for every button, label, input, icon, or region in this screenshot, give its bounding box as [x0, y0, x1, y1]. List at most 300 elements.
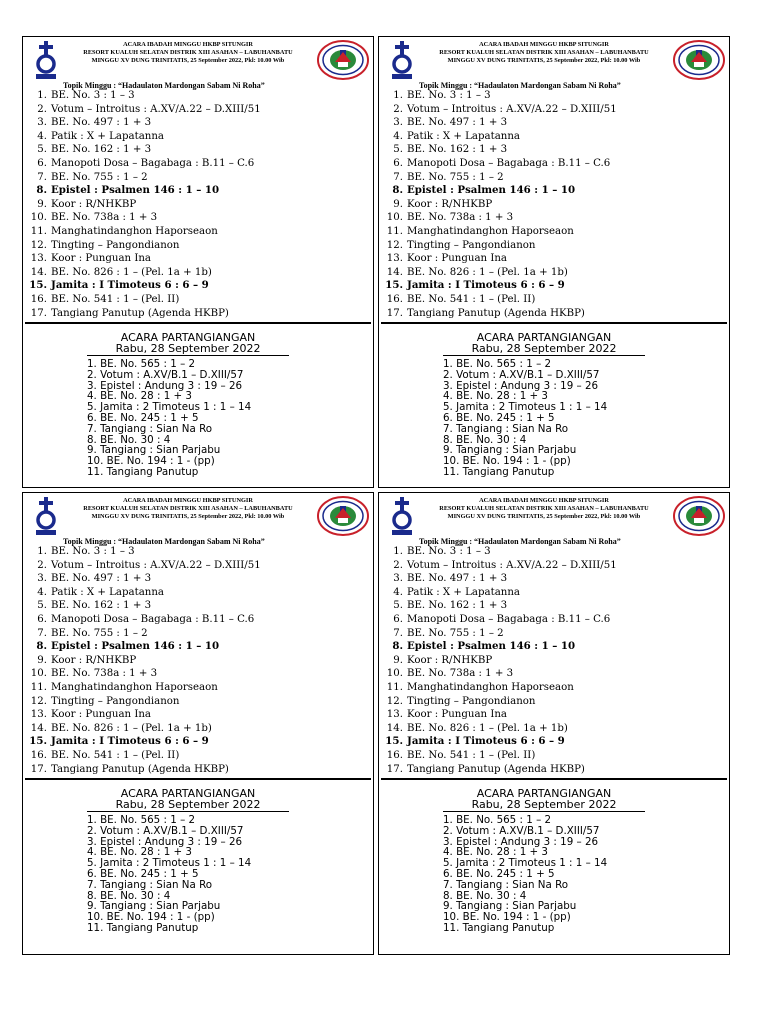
- worship-item-text: Tangiang Panutup (Agenda HKBP): [51, 763, 229, 775]
- partangiangan-item: 1. BE. No. 565 : 1 – 2: [87, 358, 196, 371]
- church-seal-logo-icon: [673, 496, 725, 536]
- worship-item-number: 5.: [37, 144, 47, 156]
- worship-item-text: BE. No. 755 : 1 – 2: [51, 627, 148, 639]
- header-line-3: MINGGU XV DUNG TRINITATIS, 25 September 2022, Pkl: 10.00 Wib: [447, 513, 641, 521]
- header-line-3: MINGGU XV DUNG TRINITATIS, 25 September 2022, Pkl: 10.00 Wib: [447, 57, 641, 65]
- header-line-2: RESORT KUALUH SELATAN DISTRIK XIII ASAHAN – LABUHANBATU: [439, 505, 649, 513]
- worship-item-text: Jamita : I Timoteus 6 : 6 – 9: [51, 735, 209, 748]
- worship-item: [386, 722, 729, 736]
- partangiangan-item: 6. BE. No. 245 : 1 + 5: [87, 412, 199, 425]
- topic-minggu: Topik Minggu : “Hadaulaton Mardongan Sabam Ni Roha”: [63, 537, 265, 546]
- worship-item-text: BE. No. 755 : 1 – 2: [51, 171, 148, 183]
- worship-item-text: Patik : X + Lapatanna: [407, 130, 520, 142]
- worship-item-text: BE. No. 826 : 1 – (Pel. 1a + 1b): [51, 266, 212, 278]
- partangiangan-item: 7. Tangiang : Sian Na Ro: [443, 878, 569, 891]
- worship-item-number: 11.: [386, 681, 403, 693]
- worship-item: [393, 89, 729, 103]
- partangiangan-item: 4. BE. No. 28 : 1 + 3: [443, 390, 548, 403]
- partangiangan-item: 9. Tangiang : Sian Parjabu: [87, 444, 221, 457]
- worship-item-text: BE. No. 3 : 1 – 3: [407, 90, 491, 101]
- worship-item: [37, 198, 373, 212]
- partangiangan-item: 5. Jamita : 2 Timoteus 1 : 1 – 14: [443, 401, 608, 414]
- worship-item: [393, 130, 729, 144]
- header-lines: [61, 41, 315, 66]
- worship-item: [37, 545, 373, 559]
- partangiangan-item: 8. BE. No. 30 : 4: [87, 433, 171, 446]
- worship-item-number: 10.: [30, 668, 47, 680]
- header-lines: [417, 41, 671, 66]
- worship-item: [386, 293, 729, 307]
- worship-item-number: 1.: [393, 546, 403, 557]
- worship-item-number: 8.: [36, 184, 47, 197]
- worship-item-number: 17.: [386, 763, 403, 775]
- worship-item-text: Manghatindanghon Haporseaon: [51, 225, 218, 237]
- worship-item-text: Manopoti Dosa – Bagabaga : B.11 – C.6: [51, 613, 255, 625]
- worship-item-number: 3.: [393, 117, 403, 129]
- partangiangan-item: 3. Epistel : Andung 3 : 19 – 26: [443, 379, 599, 392]
- worship-item-number: 15.: [29, 735, 47, 748]
- partangiangan-item: 4. BE. No. 28 : 1 + 3: [87, 846, 192, 859]
- worship-item: [386, 225, 729, 239]
- worship-item: [37, 130, 373, 144]
- worship-item-text: BE. No. 541 : 1 – (Pel. II): [407, 293, 536, 305]
- worship-item-text: BE. No. 826 : 1 – (Pel. 1a + 1b): [407, 266, 568, 278]
- worship-item-number: 4.: [37, 586, 47, 598]
- worship-item: [30, 667, 373, 681]
- partangiangan-item: 8. BE. No. 30 : 4: [443, 889, 527, 902]
- header-line-1: ACARA IBADAH MINGGU HKBP SITUNGIR: [479, 41, 609, 48]
- worship-item: [30, 225, 373, 239]
- worship-item-text: BE. No. 738a : 1 + 3: [407, 212, 514, 224]
- worship-item-text: Tangiang Panutup (Agenda HKBP): [51, 307, 229, 319]
- partangiangan-list: [87, 815, 373, 934]
- worship-item-text: Votum – Introitus : A.XV/A.22 – D.XIII/51: [51, 559, 261, 571]
- worship-item: [37, 89, 373, 103]
- worship-item-number: 13.: [386, 253, 403, 265]
- header-line-3: MINGGU XV DUNG TRINITATIS, 25 September 2022, Pkl: 10.00 Wib: [91, 513, 285, 521]
- partangiangan-title: ACARA PARTANGIANGAN: [120, 787, 256, 801]
- partangiangan-item: 2. Votum : A.XV/B.1 – D.XIII/57: [443, 824, 600, 837]
- partangiangan-item: 10. BE. No. 194 : 1 - (pp): [87, 455, 215, 468]
- partangiangan-item: 6. BE. No. 245 : 1 + 5: [87, 868, 199, 881]
- worship-item-text: BE. No. 738a : 1 + 3: [51, 212, 158, 224]
- partangiangan-item: 5. Jamita : 2 Timoteus 1 : 1 – 14: [443, 857, 608, 870]
- worship-item-number: 17.: [30, 307, 47, 319]
- worship-item-number: 2.: [393, 103, 403, 115]
- worship-item: [386, 749, 729, 763]
- worship-item: [36, 184, 373, 198]
- worship-item-text: Koor : R/NHKBP: [51, 198, 137, 210]
- worship-item: [385, 279, 729, 293]
- partangiangan-item: 1. BE. No. 565 : 1 – 2: [87, 814, 196, 827]
- worship-item: [392, 184, 729, 198]
- worship-item: [37, 559, 373, 573]
- worship-item: [393, 116, 729, 130]
- worship-item-text: Tingting – Pangondianon: [51, 695, 180, 707]
- bulletin-header: [23, 37, 373, 89]
- worship-item-text: Patik : X + Lapatanna: [51, 586, 164, 598]
- worship-item-number: 11.: [386, 225, 403, 237]
- worship-item-text: BE. No. 3 : 1 – 3: [51, 90, 135, 101]
- worship-item-number: 10.: [386, 668, 403, 680]
- partangiangan-title: ACARA PARTANGIANGAN: [120, 331, 256, 345]
- worship-item: [29, 279, 373, 293]
- bulletin-header: [379, 493, 729, 545]
- worship-item-text: Manopoti Dosa – Bagabaga : B.11 – C.6: [407, 613, 611, 625]
- topic-minggu: Topik Minggu : “Hadaulaton Mardongan Sabam Ni Roha”: [63, 81, 265, 90]
- partangiangan-item: 11. Tangiang Panutup: [443, 922, 555, 935]
- header-line-1: ACARA IBADAH MINGGU HKBP SITUNGIR: [479, 497, 609, 504]
- worship-item: [393, 157, 729, 171]
- worship-item-text: Manghatindanghon Haporseaon: [51, 681, 218, 693]
- worship-item-number: 13.: [386, 709, 403, 721]
- worship-item: [393, 198, 729, 212]
- worship-item-text: Tingting – Pangondianon: [407, 239, 536, 251]
- worship-item: [30, 266, 373, 280]
- worship-item: [37, 143, 373, 157]
- hkbp-cross-logo-icon: [389, 496, 415, 536]
- worship-item: [386, 667, 729, 681]
- worship-item: [37, 627, 373, 641]
- worship-item-text: BE. No. 738a : 1 + 3: [51, 668, 158, 680]
- worship-item-number: 15.: [29, 279, 47, 292]
- worship-item-number: 15.: [385, 735, 403, 748]
- worship-item-number: 9.: [37, 654, 47, 666]
- worship-item-text: Jamita : I Timoteus 6 : 6 – 9: [51, 279, 209, 292]
- worship-item-number: 14.: [30, 266, 47, 278]
- worship-item-number: 12.: [30, 239, 47, 251]
- worship-item-text: Manopoti Dosa – Bagabaga : B.11 – C.6: [51, 157, 255, 169]
- worship-item-number: 14.: [386, 266, 403, 278]
- worship-item-text: Tingting – Pangondianon: [51, 239, 180, 251]
- topic-minggu: Topik Minggu : “Hadaulaton Mardongan Sabam Ni Roha”: [419, 537, 621, 546]
- worship-item-text: Tangiang Panutup (Agenda HKBP): [407, 763, 585, 775]
- worship-item-number: 1.: [37, 90, 47, 101]
- worship-item-number: 6.: [37, 613, 47, 625]
- worship-item-text: BE. No. 3 : 1 – 3: [407, 546, 491, 557]
- partangiangan-item: 7. Tangiang : Sian Na Ro: [87, 878, 213, 891]
- worship-item-number: 2.: [37, 103, 47, 115]
- partangiangan-item: 10. BE. No. 194 : 1 - (pp): [443, 911, 571, 924]
- partangiangan-item: 7. Tangiang : Sian Na Ro: [87, 422, 213, 435]
- worship-item-number: 8.: [392, 184, 403, 197]
- worship-item: [37, 572, 373, 586]
- worship-item-text: Koor : R/NHKBP: [51, 654, 137, 666]
- partangiangan-item: 8. BE. No. 30 : 4: [87, 889, 171, 902]
- partangiangan-list: [443, 359, 729, 478]
- hkbp-cross-logo-icon: [33, 40, 59, 80]
- worship-item-text: Koor : R/NHKBP: [407, 654, 493, 666]
- partangiangan-item: 9. Tangiang : Sian Parjabu: [443, 900, 577, 913]
- partangiangan-item: 2. Votum : A.XV/B.1 – D.XIII/57: [443, 368, 600, 381]
- topic-minggu: Topik Minggu : “Hadaulaton Mardongan Sabam Ni Roha”: [419, 81, 621, 90]
- partangiangan-item: 9. Tangiang : Sian Parjabu: [443, 444, 577, 457]
- worship-item: [37, 171, 373, 185]
- partangiangan-title: ACARA PARTANGIANGAN: [476, 787, 612, 801]
- worship-item-text: BE. No. 3 : 1 – 3: [51, 546, 135, 557]
- partangiangan-item: 6. BE. No. 245 : 1 + 5: [443, 868, 555, 881]
- partangiangan-date: Rabu, 28 September 2022: [443, 343, 645, 356]
- worship-item-text: Manghatindanghon Haporseaon: [407, 225, 574, 237]
- worship-item: [30, 708, 373, 722]
- worship-item: [386, 211, 729, 225]
- partangiangan-item: 2. Votum : A.XV/B.1 – D.XIII/57: [87, 368, 244, 381]
- worship-item-text: BE. No. 541 : 1 – (Pel. II): [51, 749, 180, 761]
- bulletin-card: [22, 36, 374, 488]
- worship-item-number: 8.: [392, 640, 403, 653]
- worship-item-text: BE. No. 826 : 1 – (Pel. 1a + 1b): [407, 722, 568, 734]
- worship-item: [386, 708, 729, 722]
- worship-item-number: 8.: [36, 640, 47, 653]
- worship-item-number: 6.: [393, 613, 403, 625]
- worship-item-number: 16.: [386, 749, 403, 761]
- worship-order-list: [23, 89, 373, 320]
- partangiangan-item: 5. Jamita : 2 Timoteus 1 : 1 – 14: [87, 857, 252, 870]
- bulletin-card: [22, 492, 374, 955]
- worship-item-number: 5.: [393, 600, 403, 612]
- worship-item-text: BE. No. 541 : 1 – (Pel. II): [407, 749, 536, 761]
- worship-item-text: BE. No. 826 : 1 – (Pel. 1a + 1b): [51, 722, 212, 734]
- worship-item-number: 14.: [30, 722, 47, 734]
- header-line-3: MINGGU XV DUNG TRINITATIS, 25 September 2022, Pkl: 10.00 Wib: [91, 57, 285, 65]
- worship-item: [30, 239, 373, 253]
- worship-item: [30, 211, 373, 225]
- worship-item: [393, 545, 729, 559]
- worship-item: [37, 654, 373, 668]
- header-lines: [417, 497, 671, 522]
- worship-item-text: Epistel : Psalmen 146 : 1 – 10: [51, 640, 220, 653]
- partangiangan-item: 3. Epistel : Andung 3 : 19 – 26: [87, 379, 243, 392]
- partangiangan-item: 1. BE. No. 565 : 1 – 2: [443, 358, 552, 371]
- worship-item-number: 7.: [393, 627, 403, 639]
- header-line-2: RESORT KUALUH SELATAN DISTRIK XIII ASAHAN – LABUHANBATU: [439, 49, 649, 57]
- partangiangan-item: 11. Tangiang Panutup: [443, 466, 555, 479]
- worship-item-number: 7.: [37, 171, 47, 183]
- worship-item: [30, 722, 373, 736]
- worship-item: [393, 171, 729, 185]
- partangiangan-date: Rabu, 28 September 2022: [87, 799, 289, 812]
- partangiangan-item: 3. Epistel : Andung 3 : 19 – 26: [443, 835, 599, 848]
- worship-item-text: Tingting – Pangondianon: [407, 695, 536, 707]
- worship-item: [30, 681, 373, 695]
- header-line-1: ACARA IBADAH MINGGU HKBP SITUNGIR: [123, 497, 253, 504]
- worship-item: [386, 307, 729, 321]
- worship-item-number: 11.: [30, 681, 47, 693]
- worship-item-text: BE. No. 755 : 1 – 2: [407, 627, 504, 639]
- partangiangan-heading: [443, 780, 645, 812]
- partangiangan-item: 6. BE. No. 245 : 1 + 5: [443, 412, 555, 425]
- worship-item: [386, 681, 729, 695]
- partangiangan-item: 9. Tangiang : Sian Parjabu: [87, 900, 221, 913]
- worship-item-text: Votum – Introitus : A.XV/A.22 – D.XIII/51: [407, 559, 617, 571]
- hkbp-cross-logo-icon: [389, 40, 415, 80]
- partangiangan-heading: [443, 324, 645, 356]
- worship-item: [37, 103, 373, 117]
- worship-item-number: 3.: [37, 573, 47, 585]
- worship-item-number: 14.: [386, 722, 403, 734]
- partangiangan-title: ACARA PARTANGIANGAN: [476, 331, 612, 345]
- worship-item-text: Epistel : Psalmen 146 : 1 – 10: [407, 640, 576, 653]
- worship-item: [393, 599, 729, 613]
- worship-item-number: 10.: [386, 212, 403, 224]
- worship-item-text: Koor : R/NHKBP: [407, 198, 493, 210]
- partangiangan-item: 2. Votum : A.XV/B.1 – D.XIII/57: [87, 824, 244, 837]
- partangiangan-item: 11. Tangiang Panutup: [87, 466, 199, 479]
- worship-item-number: 15.: [385, 279, 403, 292]
- header-line-2: RESORT KUALUH SELATAN DISTRIK XIII ASAHAN – LABUHANBATU: [83, 49, 293, 57]
- header-line-2: RESORT KUALUH SELATAN DISTRIK XIII ASAHAN – LABUHANBATU: [83, 505, 293, 513]
- worship-item-text: BE. No. 497 : 1 + 3: [407, 117, 508, 129]
- bulletin-card: [378, 36, 730, 488]
- worship-item: [30, 763, 373, 777]
- worship-item-text: Koor : Punguan Ina: [51, 709, 151, 721]
- worship-item-number: 7.: [37, 627, 47, 639]
- worship-item-text: Jamita : I Timoteus 6 : 6 – 9: [407, 279, 565, 292]
- worship-item-number: 7.: [393, 171, 403, 183]
- worship-item: [30, 307, 373, 321]
- worship-item-number: 4.: [393, 586, 403, 598]
- worship-item-text: BE. No. 162 : 1 + 3: [51, 144, 152, 156]
- worship-item-number: 9.: [393, 654, 403, 666]
- worship-item-number: 17.: [386, 307, 403, 319]
- worship-item-number: 6.: [37, 157, 47, 169]
- worship-item-number: 4.: [37, 130, 47, 142]
- partangiangan-heading: [87, 324, 289, 356]
- worship-item-number: 5.: [393, 144, 403, 156]
- worship-order-list: [379, 89, 729, 320]
- partangiangan-item: 5. Jamita : 2 Timoteus 1 : 1 – 14: [87, 401, 252, 414]
- partangiangan-date: Rabu, 28 September 2022: [443, 799, 645, 812]
- partangiangan-item: 1. BE. No. 565 : 1 – 2: [443, 814, 552, 827]
- worship-item-text: BE. No. 755 : 1 – 2: [407, 171, 504, 183]
- worship-item-text: BE. No. 497 : 1 + 3: [51, 117, 152, 129]
- partangiangan-item: 10. BE. No. 194 : 1 - (pp): [443, 455, 571, 468]
- worship-item-number: 11.: [30, 225, 47, 237]
- worship-item-text: Votum – Introitus : A.XV/A.22 – D.XIII/51: [407, 103, 617, 115]
- worship-item-number: 4.: [393, 130, 403, 142]
- worship-item-number: 17.: [30, 763, 47, 775]
- worship-item-number: 12.: [386, 239, 403, 251]
- worship-item-text: Manghatindanghon Haporseaon: [407, 681, 574, 693]
- worship-item: [37, 116, 373, 130]
- worship-item-text: Patik : X + Lapatanna: [51, 130, 164, 142]
- church-seal-logo-icon: [317, 40, 369, 80]
- partangiangan-item: 7. Tangiang : Sian Na Ro: [443, 422, 569, 435]
- worship-item-number: 10.: [30, 212, 47, 224]
- worship-item-number: 6.: [393, 157, 403, 169]
- worship-item: [385, 735, 729, 749]
- worship-item: [386, 252, 729, 266]
- worship-item-text: Koor : Punguan Ina: [407, 253, 507, 265]
- worship-item: [393, 559, 729, 573]
- worship-item-number: 2.: [393, 559, 403, 571]
- worship-item: [393, 572, 729, 586]
- worship-item-text: BE. No. 497 : 1 + 3: [51, 573, 152, 585]
- worship-item: [29, 735, 373, 749]
- church-seal-logo-icon: [673, 40, 725, 80]
- worship-item: [30, 252, 373, 266]
- hkbp-cross-logo-icon: [33, 496, 59, 536]
- worship-order-list: [23, 545, 373, 776]
- worship-item-text: Epistel : Psalmen 146 : 1 – 10: [407, 184, 576, 197]
- bulletin-header: [379, 37, 729, 89]
- worship-item: [37, 586, 373, 600]
- partangiangan-item: 4. BE. No. 28 : 1 + 3: [443, 846, 548, 859]
- worship-item: [30, 749, 373, 763]
- worship-item-text: BE. No. 738a : 1 + 3: [407, 668, 514, 680]
- worship-item-number: 3.: [37, 117, 47, 129]
- worship-item-number: 13.: [30, 253, 47, 265]
- worship-item: [37, 157, 373, 171]
- worship-item-number: 13.: [30, 709, 47, 721]
- worship-item: [386, 266, 729, 280]
- worship-item: [386, 763, 729, 777]
- partangiangan-heading: [87, 780, 289, 812]
- bulletin-card: [378, 492, 730, 955]
- worship-item-text: Votum – Introitus : A.XV/A.22 – D.XIII/51: [51, 103, 261, 115]
- worship-item-text: Manopoti Dosa – Bagabaga : B.11 – C.6: [407, 157, 611, 169]
- header-lines: [61, 497, 315, 522]
- worship-item-number: 16.: [386, 293, 403, 305]
- worship-item-text: Jamita : I Timoteus 6 : 6 – 9: [407, 735, 565, 748]
- partangiangan-item: 10. BE. No. 194 : 1 - (pp): [87, 911, 215, 924]
- worship-item: [37, 613, 373, 627]
- worship-item: [37, 599, 373, 613]
- partangiangan-item: 11. Tangiang Panutup: [87, 922, 199, 935]
- worship-item-number: 5.: [37, 600, 47, 612]
- worship-item-text: Koor : Punguan Ina: [407, 709, 507, 721]
- worship-item-text: Tangiang Panutup (Agenda HKBP): [407, 307, 585, 319]
- worship-item: [30, 695, 373, 709]
- worship-item-number: 12.: [30, 695, 47, 707]
- worship-item-text: BE. No. 541 : 1 – (Pel. II): [51, 293, 180, 305]
- worship-item-text: Epistel : Psalmen 146 : 1 – 10: [51, 184, 220, 197]
- partangiangan-item: 3. Epistel : Andung 3 : 19 – 26: [87, 835, 243, 848]
- worship-item-text: Patik : X + Lapatanna: [407, 586, 520, 598]
- partangiangan-list: [443, 815, 729, 934]
- worship-item-number: 9.: [393, 198, 403, 210]
- worship-item-text: Koor : Punguan Ina: [51, 253, 151, 265]
- worship-item-text: BE. No. 162 : 1 + 3: [51, 600, 152, 612]
- header-line-1: ACARA IBADAH MINGGU HKBP SITUNGIR: [123, 41, 253, 48]
- church-seal-logo-icon: [317, 496, 369, 536]
- bulletin-header: [23, 493, 373, 545]
- worship-item: [30, 293, 373, 307]
- worship-item-number: 2.: [37, 559, 47, 571]
- worship-item: [392, 640, 729, 654]
- worship-item: [386, 695, 729, 709]
- worship-item: [36, 640, 373, 654]
- worship-item: [393, 627, 729, 641]
- worship-item: [393, 143, 729, 157]
- worship-item-number: 1.: [37, 546, 47, 557]
- partangiangan-item: 8. BE. No. 30 : 4: [443, 433, 527, 446]
- partangiangan-date: Rabu, 28 September 2022: [87, 343, 289, 356]
- worship-item-number: 16.: [30, 293, 47, 305]
- worship-item-text: BE. No. 162 : 1 + 3: [407, 600, 508, 612]
- worship-item-number: 3.: [393, 573, 403, 585]
- worship-item-text: BE. No. 497 : 1 + 3: [407, 573, 508, 585]
- worship-item-text: BE. No. 162 : 1 + 3: [407, 144, 508, 156]
- worship-item-number: 9.: [37, 198, 47, 210]
- worship-item-number: 1.: [393, 90, 403, 101]
- partangiangan-item: 4. BE. No. 28 : 1 + 3: [87, 390, 192, 403]
- worship-item: [393, 103, 729, 117]
- worship-item: [386, 239, 729, 253]
- worship-item: [393, 613, 729, 627]
- worship-item-number: 16.: [30, 749, 47, 761]
- worship-item: [393, 654, 729, 668]
